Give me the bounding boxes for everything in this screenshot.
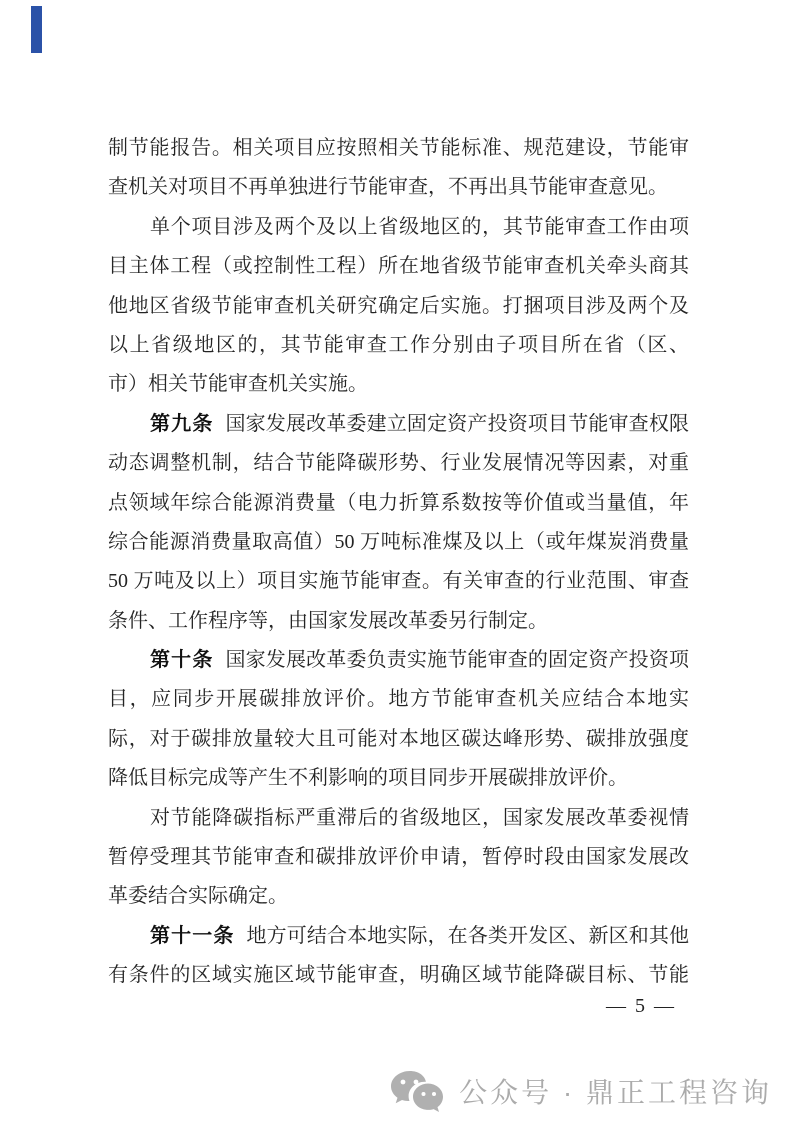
wechat-icon bbox=[389, 1069, 447, 1113]
document-line bbox=[108, 759, 689, 798]
line-text: 综合能源消费量取高值）50 万吨标准煤及以上（或年煤炭消费量 bbox=[108, 530, 689, 553]
document-line bbox=[108, 168, 689, 207]
line-text: 暂停受理其节能审查和碳排放评价申请，暂停时段由国家发展改 bbox=[108, 846, 689, 869]
line-text: 目，应同步开展碳排放评价。地方节能审查机关应结合本地实 bbox=[108, 688, 689, 711]
document-line bbox=[108, 208, 689, 247]
line-text: 革委结合实际确定。 bbox=[108, 885, 288, 908]
document-line bbox=[108, 956, 689, 995]
line-text: 对节能降碳指标严重滞后的省级地区，国家发展改革委视情 bbox=[150, 806, 689, 829]
line-text: 降低目标完成等产生不利影响的项目同步开展碳排放评价。 bbox=[108, 767, 628, 790]
document-line bbox=[108, 129, 689, 168]
line-text: 地方可结合本地实际，在各类开发区、新区和其他 bbox=[246, 924, 689, 947]
document-line bbox=[108, 917, 689, 956]
document-line bbox=[108, 641, 689, 680]
article-number: 第九条 bbox=[150, 412, 214, 435]
document-line bbox=[108, 680, 689, 719]
line-text: 他地区省级节能审查机关研究确定后实施。打捆项目涉及两个及 bbox=[108, 294, 689, 317]
document-line bbox=[108, 877, 689, 916]
line-text: 国家发展改革委建立固定资产投资项目节能审查权限 bbox=[225, 412, 689, 435]
line-text: 条件、工作程序等，由国家发展改革委另行制定。 bbox=[108, 609, 548, 632]
watermark bbox=[389, 1069, 772, 1113]
page-number: — 5 — bbox=[606, 995, 676, 1017]
document-body bbox=[108, 129, 689, 996]
watermark-text: 公众号 · 鼎正工程咨询 bbox=[459, 1077, 772, 1108]
line-text: 动态调整机制，结合节能降碳形势、行业发展情况等因素，对重 bbox=[108, 452, 689, 475]
document-line bbox=[108, 562, 689, 601]
document-line bbox=[108, 326, 689, 365]
line-text: 点领域年综合能源消费量（电力折算系数按等价值或当量值，年 bbox=[108, 491, 689, 514]
article-number: 第十一条 bbox=[150, 924, 235, 947]
line-text: 查机关对项目不再单独进行节能审查，不再出具节能审查意见。 bbox=[108, 176, 668, 199]
line-text: 以上省级地区的，其节能审查工作分别由子项目所在省（区、 bbox=[108, 333, 689, 356]
article-number: 第十条 bbox=[150, 649, 214, 672]
document-line bbox=[108, 484, 689, 523]
line-text: 国家发展改革委负责实施节能审查的固定资产投资项 bbox=[225, 649, 689, 672]
line-text: 际，对于碳排放量较大且可能对本地区碳达峰形势、碳排放强度 bbox=[108, 727, 689, 750]
document-line bbox=[108, 799, 689, 838]
document-line bbox=[108, 405, 689, 444]
line-text: 制节能报告。相关项目应按照相关节能标准、规范建设，节能审 bbox=[108, 137, 689, 159]
line-text: 目主体工程（或控制性工程）所在地省级节能审查机关牵头商其 bbox=[108, 255, 689, 278]
line-text: 单个项目涉及两个及以上省级地区的，其节能审查工作由项 bbox=[150, 215, 689, 238]
blue-corner-artifact bbox=[31, 6, 42, 53]
document-line bbox=[108, 247, 689, 286]
line-text: 50 万吨及以上）项目实施节能审查。有关审查的行业范围、审查 bbox=[108, 570, 689, 593]
document-line bbox=[108, 602, 689, 641]
line-text: 市）相关节能审查机关实施。 bbox=[108, 373, 368, 396]
document-line bbox=[108, 838, 689, 877]
document-line bbox=[108, 720, 689, 759]
line-text: 有条件的区域实施区域节能审查，明确区域节能降碳目标、节能 bbox=[108, 964, 689, 987]
document-line bbox=[108, 444, 689, 483]
document-line bbox=[108, 365, 689, 404]
document-line bbox=[108, 523, 689, 562]
document-line bbox=[108, 287, 689, 326]
